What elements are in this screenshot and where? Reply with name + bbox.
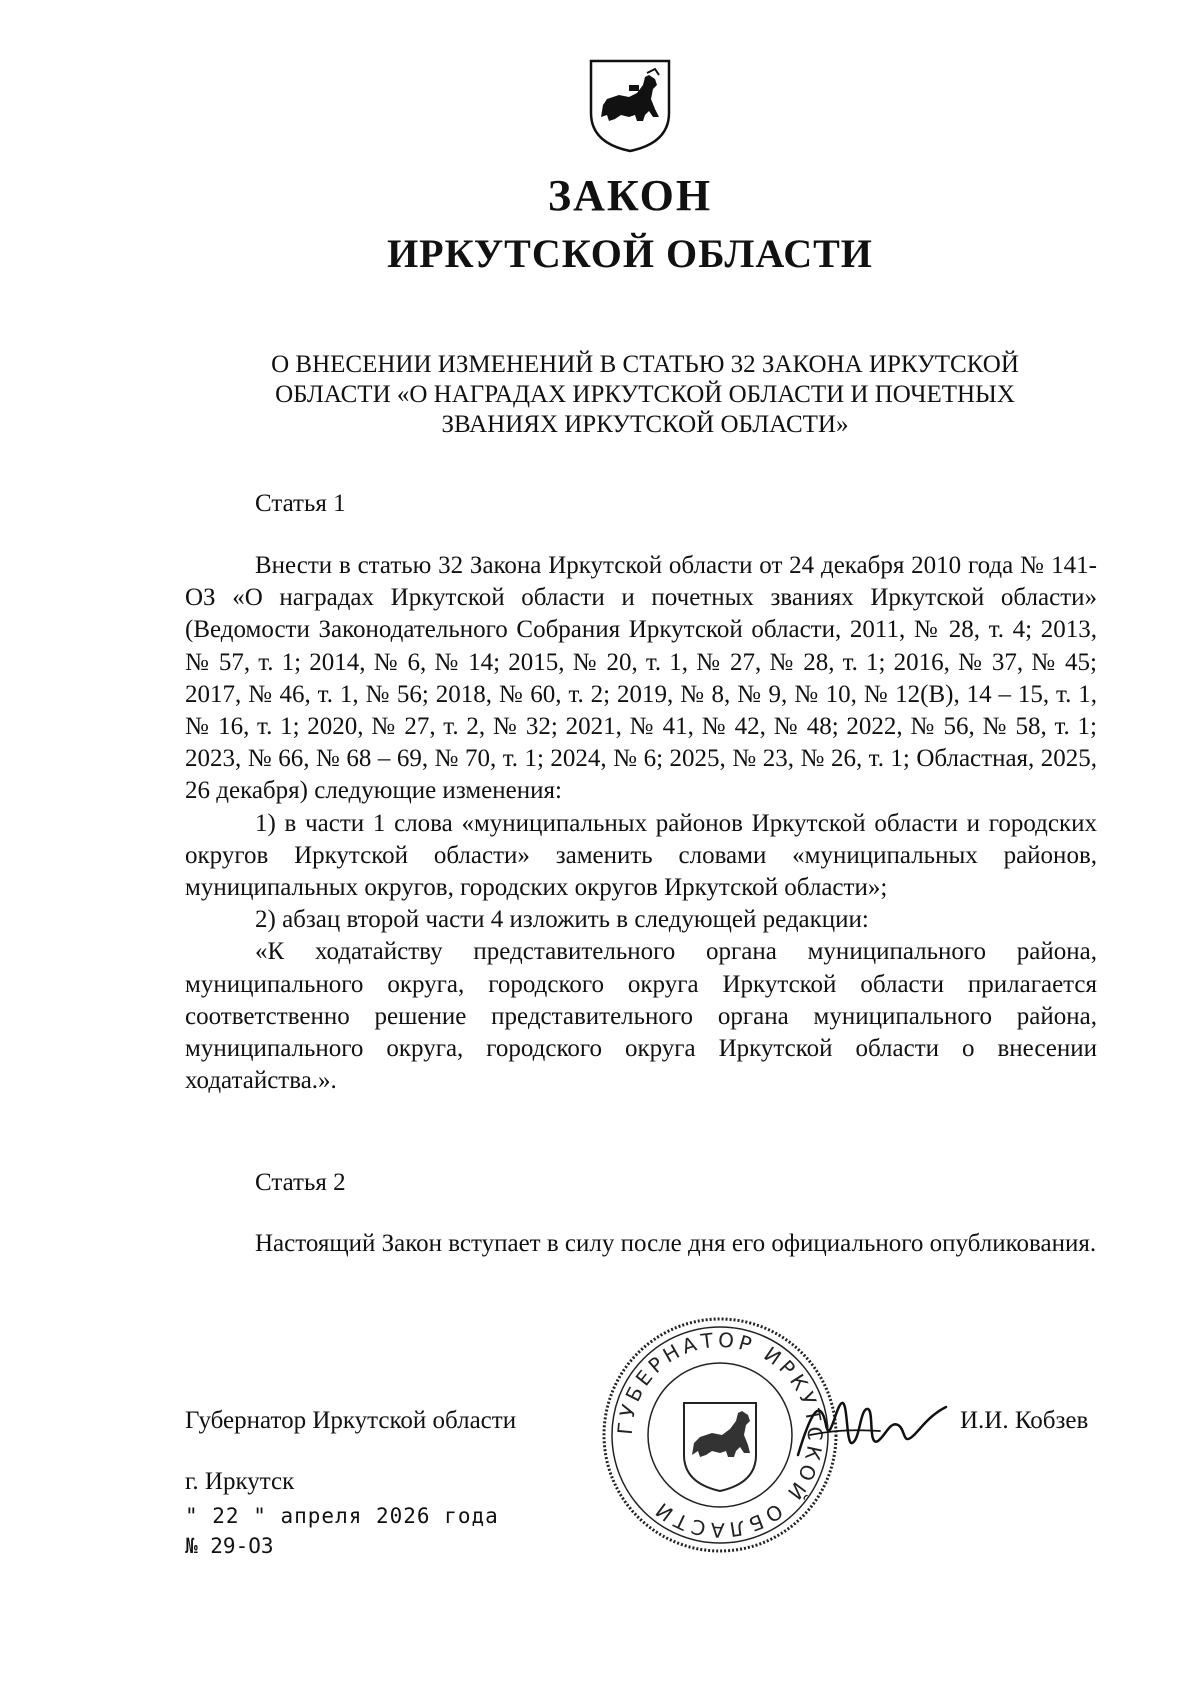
governor-name: И.И. Кобзев [960,1407,1089,1434]
governor-title: Губернатор Иркутской области [185,1407,517,1434]
article-1-heading: Статья 1 [255,490,346,517]
article-2-heading: Статья 2 [255,1169,346,1196]
law-subject [190,350,1100,440]
document-region: ИРКУТСКОЙ ОБЛАСТИ [387,231,873,276]
svg-text:ГУБЕРНАТОР ИРКУТСКОЙ ОБЛАСТИ: ГУБЕРНАТОР ИРКУТСКОЙ ОБЛАСТИ [612,1327,828,1543]
article-2-body [185,1228,1097,1260]
signature-icon [790,1385,950,1475]
article-1-intro: Внести в статью 32 Закона Иркутской области от 24 декабря 2010 года № 141-ОЗ «О наградах Иркутской области и почетных званиях Иркутской области» (Ведомости Законодательного Собрания Иркутской области, 2011, № 28, т. 4; 2013, № 57, т. 1; 2014, № 6, № 14; 2015, № 20, т. 1, № 27, № 28, т. 1; 2016, № 37, № 45; 2017, № 46, т. 1, № 56; 2018, № 60, т. 2; 2019, № 8, № 9, № 10, № 12(В), 14 – 15, т. 1, № 16, т. 1; 2020, № 27, т. 2, № 32; 2021, № 41, № 42, № 48; 2022, № 56, № 58, т. 1; 2023, № 66, № 68 – 69, № 70, т. 1; 2024, № 6; 2025, № 23, № 26, т. 1; Областная, 2025, 26 декабря) следующие изменения: [185,552,1097,805]
law-number: № 29-ОЗ [185,1534,274,1558]
coat-of-arms-icon [585,55,675,155]
article-1-item-1: 1) в части 1 слова «муниципальных районов Иркутской области и городских округов Иркутской области» заменить словами «муниципальных районов, муниципальных округов, городских округов Иркутской области»; [185,809,1097,902]
article-2-text: Настоящий Закон вступает в силу после дня его официального опубликования. [255,1230,1097,1257]
signing-date: " 22 " апреля 2026 года [185,1504,499,1528]
city: г. Иркутск [185,1468,295,1495]
subject-line: О ВНЕСЕНИИ ИЗМЕНЕНИЙ В СТАТЬЮ 32 ЗАКОНА ИРКУТСКОЙ [271,351,1019,378]
article-1-quote: «К ходатайству представительного органа муниципального района, муниципального округа, городского округа Иркутской области прилагается соответственно решение представительного органа муниципального района, муниципального округа, городского округа Иркутской области о внесении ходатайства.». [185,938,1097,1095]
document-title: ЗАКОН [547,171,713,220]
article-1-body [185,550,1097,1097]
article-1-item-2: 2) абзац второй части 4 изложить в следующей редакции: [255,906,869,934]
subject-line: ЗВАНИЯХ ИРКУТСКОЙ ОБЛАСТИ» [441,411,849,438]
subject-line: ОБЛАСТИ «О НАГРАДАХ ИРКУТСКОЙ ОБЛАСТИ И ПОЧЕТНЫХ [275,381,1015,408]
